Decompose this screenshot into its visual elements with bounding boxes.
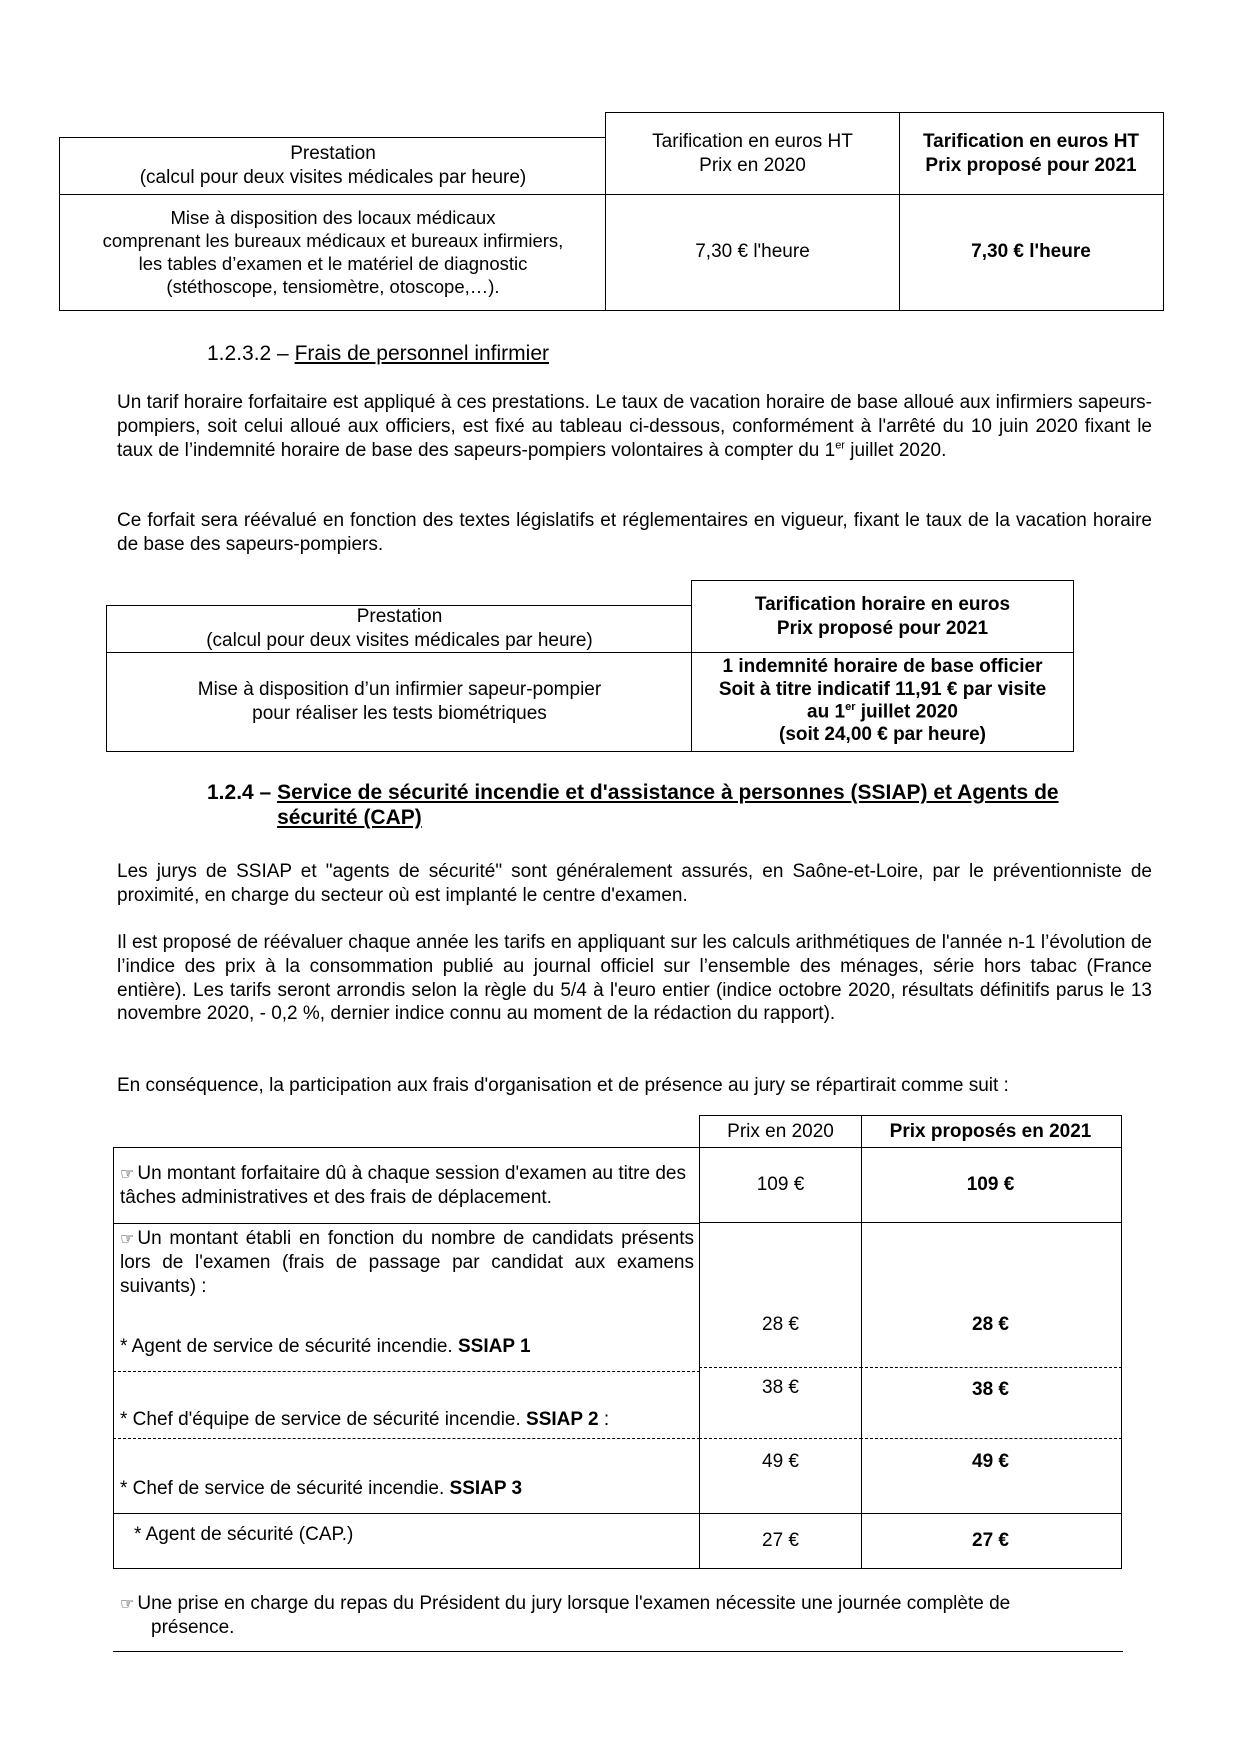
table1-header-prestation	[59, 137, 606, 195]
table3-row1-2021	[860, 1147, 1122, 1223]
table-infirmier	[106, 580, 1074, 753]
table3-ssiap1-2020-value: 28 €	[762, 1314, 799, 1335]
table2-desc-line1: Mise à disposition d’un infirmier sapeur-pompier	[197, 678, 602, 700]
table3-cap-desc	[113, 1514, 700, 1569]
table2-header-col1-line1: Prestation	[356, 606, 443, 628]
table2-price-line2: Soit à titre indicatif 11,91 € par visite	[718, 678, 1047, 700]
section-124-para3	[117, 1074, 1152, 1098]
section-124-para1-text: Les jurys de SSIAP et "agents de sécurité" sont généralement assurés, en Saône-et-Loire, par le préventionniste de proximité, en charge du secteur où est implanté le centre d'examen.	[117, 861, 1152, 906]
table1-price-2021-value: 7,30 € l'heure	[971, 241, 1091, 263]
table1-price-2020-value: 7,30 € l'heure	[695, 241, 810, 263]
table3-cap-2020-value: 27 €	[762, 1530, 799, 1552]
table1-desc-line: comprenant les bureaux médicaux et bureaux infirmiers,	[102, 229, 564, 251]
section-1232-number: 1.2.3.2 –	[207, 342, 295, 365]
section-124-para2	[117, 931, 1152, 1026]
table3-ssiap2-2020	[699, 1368, 862, 1439]
table3-cap-2021-value: 27 €	[972, 1530, 1009, 1552]
table3-ssiap2-text: * Chef d'équipe de service de sécurité incendie.	[120, 1409, 527, 1430]
table2-header-price	[691, 580, 1074, 653]
table2-price-line3-sup: er	[845, 701, 856, 714]
table1-header-col2-line1: Tarification en euros HT	[652, 130, 853, 152]
table3-row1-desc-text: ☞ Un montant forfaitaire dû à chaque session d'examen au titre des tâches administratives et des frais de déplacement.	[120, 1162, 694, 1210]
table3-row1-2021-value: 109 €	[966, 1173, 1015, 1195]
para1-text: Un tarif horaire forfaitaire est appliqué à ces prestations. Le taux de vacation horaire de base alloué aux infirmiers sapeurs-pompiers, soit celui alloué aux officiers, est fixé au tableau ci-dessous, conformément à l'arrêté du 10 juin 2020 fixant le taux de l’indemnité horaire de base des sapeurs-pompiers volontaires à compter du 1	[117, 392, 1152, 461]
footer-note-line2: présence.	[151, 1616, 235, 1638]
table3-row1-desc	[113, 1147, 700, 1224]
table3-ssiap3-desc	[113, 1439, 700, 1514]
table1-header-col1-line2: (calcul pour deux visites médicales par heure)	[139, 167, 527, 188]
table3-row1-2020	[699, 1147, 862, 1223]
para2-text: Ce forfait sera réévalué en fonction des textes législatifs et réglementaires en vigueur, fixant le taux de la vacation horaire de base des sapeurs-pompiers.	[117, 510, 1152, 555]
table3-cap-2021	[860, 1514, 1122, 1569]
table2-price-line4: (soit 24,00 € par heure)	[779, 724, 986, 746]
table3-row2-desc	[113, 1223, 700, 1372]
table3-header-2021-label: Prix proposés en 2021	[889, 1120, 1092, 1142]
table3-ssiap3-2020	[699, 1439, 862, 1514]
table1-row-price-2021	[899, 194, 1164, 311]
para1-sup: er	[835, 439, 845, 452]
section-124-para1	[117, 860, 1152, 908]
table3-ssiap3-2020-value: 49 €	[762, 1451, 799, 1472]
table1-header-price-2020	[605, 112, 900, 195]
table3-ssiap3-2021-value: 49 €	[972, 1451, 1009, 1472]
table2-price-line3b: juillet 2020	[855, 701, 958, 723]
section-heading-124	[207, 780, 1152, 830]
table3-ssiap2-2021	[860, 1368, 1122, 1439]
table1-header-col1-line1: Prestation	[290, 143, 376, 165]
table3-ssiap1-bold: SSIAP 1	[457, 1336, 531, 1357]
table3-ssiap3-label	[120, 1477, 522, 1501]
section-124-para3-text: En conséquence, la participation aux frais d'organisation et de présence au jury se répartirait comme suit :	[117, 1075, 1009, 1096]
section-124-title-line1: Service de sécurité incendie et d'assistance à personnes (SSIAP) et Agents de	[277, 781, 1059, 804]
table2-header-col2-line1: Tarification horaire en euros	[754, 593, 1011, 615]
table2-desc-line2: pour réaliser les tests biométriques	[252, 702, 547, 724]
table3-row1-2020-value: 109 €	[756, 1173, 805, 1195]
table2-header-prestation	[106, 605, 692, 653]
table3-ssiap2-bold: SSIAP 2	[526, 1409, 599, 1430]
table3-header-2020-label: Prix en 2020	[727, 1120, 834, 1142]
table3-cap-2020	[699, 1514, 862, 1569]
table2-price-line3	[692, 701, 1073, 724]
section-124-para2-text: Il est proposé de réévaluer chaque année les tarifs en appliquant sur les calculs arithmétiques de l'année n-1 l’évolution de l’indice des prix à la consommation publié au journal officiel sur l’ensemble des ménages, série hors tabac (France entière). Les tarifs seront arrondis selon la règle du 5/4 à l'euro entier (indice octobre 2020, résultats définitifs parus le 13 novembre 2020, - 0,2 %, dernier indice connu au moment de la rédaction du rapport).	[117, 932, 1152, 1025]
table2-header-col1-line2: (calcul pour deux visites médicales par heure)	[206, 630, 593, 651]
section-124-number: 1.2.4 –	[207, 781, 278, 804]
table1-header-col2-line2: Prix en 2020	[699, 154, 806, 176]
table1-header-col3-line1: Tarification en euros HT	[922, 130, 1140, 152]
table3-ssiap1-2021-value: 28 €	[972, 1314, 1009, 1335]
table3-ssiap3-text: * Chef de service de sécurité incendie.	[120, 1478, 450, 1499]
footer-note	[120, 1592, 1130, 1640]
table1-row-description	[59, 194, 606, 311]
table1-desc-line: Mise à disposition des locaux médicaux	[170, 206, 496, 228]
table3-ssiap3-2021	[860, 1439, 1122, 1514]
table3-ssiap3-bold: SSIAP 3	[449, 1478, 523, 1499]
section-heading-1232	[207, 341, 549, 367]
table2-header-col2-line2: Prix proposé pour 2021	[776, 617, 989, 639]
section-124-title-line2: sécurité (CAP)	[277, 806, 422, 830]
table-locaux-medicaux	[59, 112, 1165, 311]
table3-ssiap2-desc	[113, 1368, 700, 1439]
section-1232-title: Frais de personnel infirmier	[294, 342, 550, 365]
table3-ssiap2-2021-value: 38 €	[972, 1379, 1009, 1400]
table3-ssiap1-2020	[699, 1223, 862, 1368]
footer-note-line1: ☞ Une prise en charge du repas du Président du jury lorsque l'examen nécessite une journée complète de	[120, 1592, 1130, 1616]
table2-price-line3a: au 1	[807, 701, 846, 723]
table1-desc-line: les tables d’examen et le matériel de diagnostic	[138, 253, 528, 274]
table3-ssiap2-label	[120, 1408, 609, 1432]
table3-header-2021	[860, 1115, 1122, 1148]
table2-price-line1: 1 indemnité horaire de base officier	[722, 655, 1043, 677]
table3-ssiap1-text: * Agent de service de sécurité incendie.	[120, 1336, 458, 1357]
table3-ssiap1-2021	[860, 1223, 1122, 1368]
section-1232-para2	[117, 509, 1152, 557]
table3-ssiap2-tail: :	[598, 1409, 610, 1430]
section-1232-para1	[117, 391, 1152, 462]
table1-header-price-2021	[899, 112, 1164, 195]
table1-header-col3-line2: Prix proposé pour 2021	[925, 154, 1137, 176]
table3-header-2020	[699, 1115, 862, 1148]
para1-end: juillet 2020.	[844, 439, 947, 461]
footer-divider	[113, 1651, 1123, 1652]
table3-ssiap1-label	[120, 1335, 531, 1359]
table3-cap-text: * Agent de sécurité (CAP.)	[134, 1524, 354, 1545]
table3-row2-intro: ☞ Un montant établi en fonction du nombre de candidats présents lors de l'examen (frais de passage par candidat aux examens suivants) :	[120, 1227, 694, 1298]
table3-ssiap2-2020-value: 38 €	[762, 1377, 799, 1398]
table2-row-price	[691, 652, 1074, 752]
table2-row-description	[106, 652, 692, 752]
table1-row-price-2020	[605, 194, 900, 311]
table1-desc-line: (stéthoscope, tensiomètre, otoscope,…).	[166, 276, 500, 298]
table-ssiap	[113, 1115, 1123, 1570]
